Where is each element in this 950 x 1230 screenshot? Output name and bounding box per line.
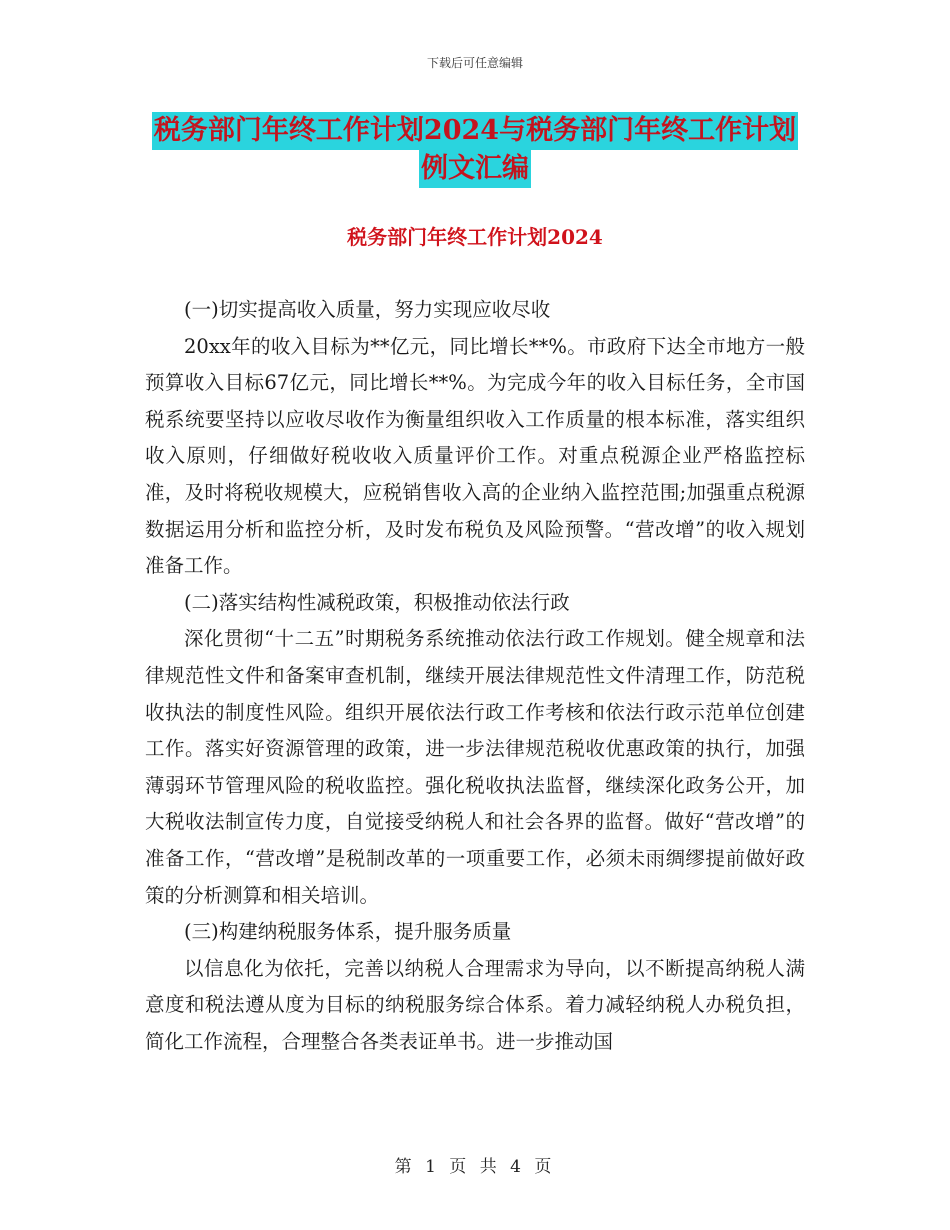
body-text (145, 292, 805, 1060)
paragraph-heading-3: (三)构建纳税服务体系，提升服务质量 (184, 920, 512, 944)
paragraph-heading-1: (一)切实提高收入质量，努力实现应收尽收 (184, 298, 551, 321)
title-line-1: 税务部门年终工作计划2024与税务部门年终工作计划 (152, 112, 798, 150)
section-title: 税务部门年终工作计划2024 (347, 225, 603, 249)
document-title (145, 112, 805, 188)
page-footer: 第 1 页 共 4 页 (394, 1157, 556, 1177)
paragraph: 以信息化为依托，完善以纳税人合理需求为导向，以不断提高纳税人满意度和税法遵从度为目标的纳税服务综合体系。着力减轻纳税人办税负担，简化工作流程，合理整合各类表证单书。进一步推动国 (145, 956, 805, 1053)
title-line-2: 例文汇编 (419, 150, 531, 188)
paragraph: 20xx年的收入目标为**亿元，同比增长**%。市政府下达全市地方一般预算收入目标67亿元，同比增长**%。为完成今年的收入目标任务，全市国税系统要坚持以应收尽收作为衡量组织收入工作质量的根本标准，落实组织收入原则，仔细做好税收收入质量评价工作。对重点税源企业严格监控标准，及时将税收规模大，应税销售收入高的企业纳入监控范围;加强重点税源数据运用分析和监控分析，及时发布税负及风险预警。“营改增”的收入规划准备工作。 (145, 334, 805, 578)
paragraph: 深化贯彻“十二五”时期税务系统推动依法行政工作规划。健全规章和法律规范性文件和备案审查机制，继续开展法律规范性文件清理工作，防范税收执法的制度性风险。组织开展依法行政工作考核和依法行政示范单位创建工作。落实好资源管理的政策，进一步法律规范税收优惠政策的执行，加强薄弱环节管理风险的税收监控。强化税收执法监督，继续深化政务公开，加大税收法制宣传力度，自觉接受纳税人和社会各界的监督。做好“营改增”的准备工作，“营改增”是税制改革的一项重要工作，必须未雨绸缪提前做好政策的分析测算和相关培训。 (145, 627, 805, 907)
paragraph-heading-2: (二)落实结构性减税政策，积极推动依法行政 (184, 590, 570, 614)
header-note: 下载后可任意编辑 (426, 56, 523, 70)
